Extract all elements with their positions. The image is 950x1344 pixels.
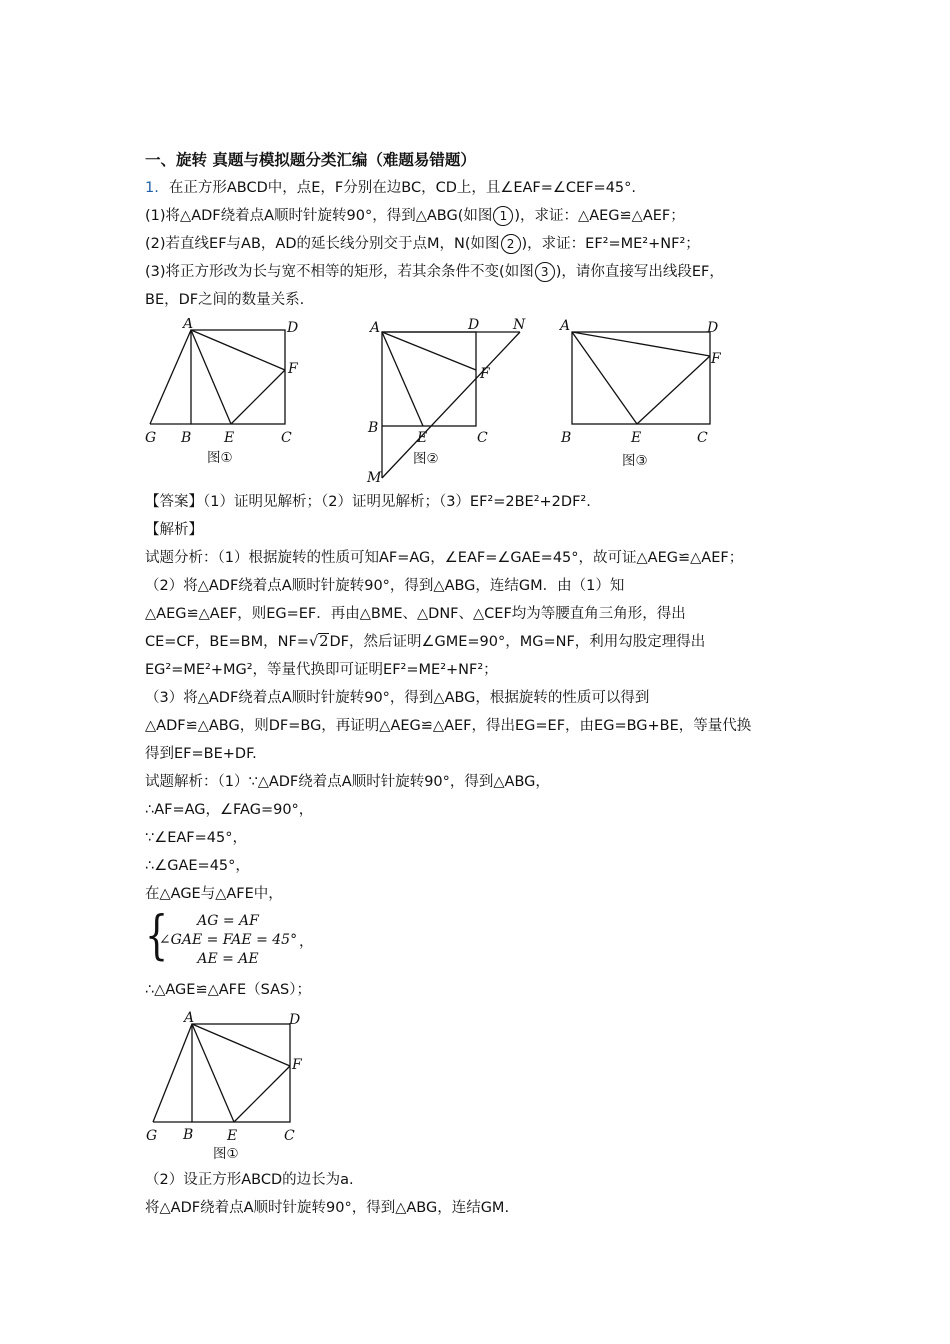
label-n: N: [513, 318, 526, 333]
label-a: A: [184, 1010, 195, 1026]
analysis-heading: 【解析】: [145, 522, 203, 538]
figure-caption: 图②: [413, 451, 439, 467]
circled-number: 2: [501, 234, 521, 254]
question-part-3-cont: BE，DF之间的数量关系.: [145, 292, 305, 308]
label-b: B: [181, 430, 192, 446]
label-e: E: [227, 1128, 238, 1144]
conclusion-line: ∴△AGE≌△AFE（SAS）；: [145, 982, 312, 998]
figure-1-repeat: [145, 1006, 320, 1166]
answer-line: 【答案】（1）证明见解析；（2）证明见解析；（3）EF²=2BE²+2DF².: [145, 494, 591, 510]
analysis-line: （3）将△ADF绕着点A顺时针旋转90°，得到△ABG，根据旋转的性质可以得到: [145, 690, 650, 706]
figure-1: [145, 318, 310, 486]
section-heading: 一、旋转 真题与模拟题分类汇编（难题易错题）: [145, 151, 476, 169]
label-f: F: [288, 361, 298, 377]
solution-line: ∴AF=AG，∠FAG=90°，: [145, 802, 314, 818]
figure-caption: 图③: [622, 453, 648, 469]
circled-number: 3: [535, 262, 555, 282]
equation: AG = AF: [197, 913, 259, 929]
equation-system: [145, 906, 815, 972]
label-a: A: [560, 318, 571, 334]
part2-solution-line: （2）设正方形ABCD的边长为a.: [145, 1172, 354, 1188]
label-c: C: [697, 430, 708, 446]
question-stem: [145, 174, 815, 202]
analysis-line: △AEG≌△AEF，则EG=EF．再由△BME、△DNF、△CEF均为等腰直角三角形，得出: [145, 606, 686, 622]
part3-text-b: )，请你直接写出线段EF，: [555, 264, 724, 280]
radicand: 2: [319, 634, 329, 650]
label-e: E: [224, 430, 235, 446]
circled-number: 1: [493, 206, 513, 226]
analysis-line: 得到EF=BE+DF.: [145, 746, 257, 762]
label-c: C: [284, 1128, 295, 1144]
label-f: F: [711, 351, 721, 367]
label-d: D: [289, 1012, 301, 1028]
solution-line: ∵∠EAF=45°，: [145, 830, 247, 846]
figure-1-repeat-container: [145, 1006, 815, 1166]
part2-text-a: (2)若直线EF与AB，AD的延长线分别交于点M，N(如图: [145, 236, 500, 252]
sqrt-expression: √2: [308, 634, 329, 650]
figure-caption: 图①: [213, 1146, 239, 1162]
question-stem-text: 在正方形ABCD中，点E，F分别在边BC，CD上，且∠EAF=∠CEF=45°.: [168, 180, 637, 196]
analysis-line: EG²=ME²+MG²，等量代换即可证明EF²=ME²+NF²；: [145, 662, 498, 678]
label-a: A: [370, 320, 381, 336]
analysis-line: （2）将△ADF绕着点A顺时针旋转90°，得到△ABG，连结GM．由（1）知: [145, 578, 625, 594]
question-part-2: [145, 230, 815, 258]
question-part-1: [145, 202, 815, 230]
label-m: M: [367, 470, 382, 486]
sqrt-line-pre: CE=CF，BE=BM，NF=: [145, 634, 309, 650]
label-d: D: [707, 320, 719, 336]
figures-row: [145, 318, 815, 488]
label-d: D: [287, 320, 299, 336]
equation-tail: ，: [299, 934, 314, 950]
figure-2: [365, 318, 540, 488]
equation: ∠GAE = FAE = 45°: [158, 932, 298, 948]
label-g: G: [146, 1128, 158, 1144]
part1-text-a: (1)将△ADF绕着点A顺时针旋转90°，得到△ABG(如图: [145, 208, 493, 224]
label-d: D: [468, 318, 480, 333]
question-part-3: [145, 258, 815, 286]
equation: AE = AE: [197, 951, 259, 967]
part2-solution-line: 将△ADF绕着点A顺时针旋转90°，得到△ABG，连结GM.: [145, 1200, 510, 1216]
label-f: F: [480, 366, 490, 382]
label-c: C: [477, 430, 488, 446]
part1-text-b: )，求证：△AEG≌△AEF；: [514, 208, 685, 224]
analysis-line-sqrt: [145, 628, 815, 656]
label-f: F: [292, 1057, 302, 1073]
analysis-line: 试题分析：（1）根据旋转的性质可知AF=AG，∠EAF=∠GAE=45°，故可证△AEG≌△AEF；: [145, 550, 744, 566]
question-number: 1.: [145, 180, 159, 196]
label-b: B: [368, 420, 379, 436]
document-page: [145, 146, 815, 1222]
label-a: A: [183, 318, 194, 332]
label-c: C: [281, 430, 292, 446]
equation-list: [153, 912, 303, 969]
figure-caption: 图①: [207, 450, 233, 466]
solution-line: 在△AGE与△AFE中，: [145, 886, 283, 902]
label-b: B: [183, 1127, 194, 1143]
solution-line: 试题解析：（1）∵△ADF绕着点A顺时针旋转90°，得到△ABG，: [145, 774, 550, 790]
solution-line: ∴∠GAE=45°，: [145, 858, 250, 874]
analysis-line: △ADF≌△ABG，则DF=BG，再证明△AEG≌△AEF，得出EG=EF，由EG=BG+BE，等量代换: [145, 718, 752, 734]
label-b: B: [561, 430, 572, 446]
label-g: G: [145, 430, 157, 446]
brace: {: [145, 906, 169, 966]
label-e: E: [631, 430, 642, 446]
part2-text-b: )，求证：EF²=ME²+NF²；: [521, 236, 700, 252]
part3-text-a: (3)将正方形改为长与宽不相等的矩形，若其余条件不变(如图: [145, 264, 534, 280]
sqrt-line-post: DF，然后证明∠GME=90°，MG=NF，利用勾股定理得出: [329, 634, 706, 650]
figure-3: [557, 318, 727, 478]
label-e: E: [417, 430, 428, 446]
